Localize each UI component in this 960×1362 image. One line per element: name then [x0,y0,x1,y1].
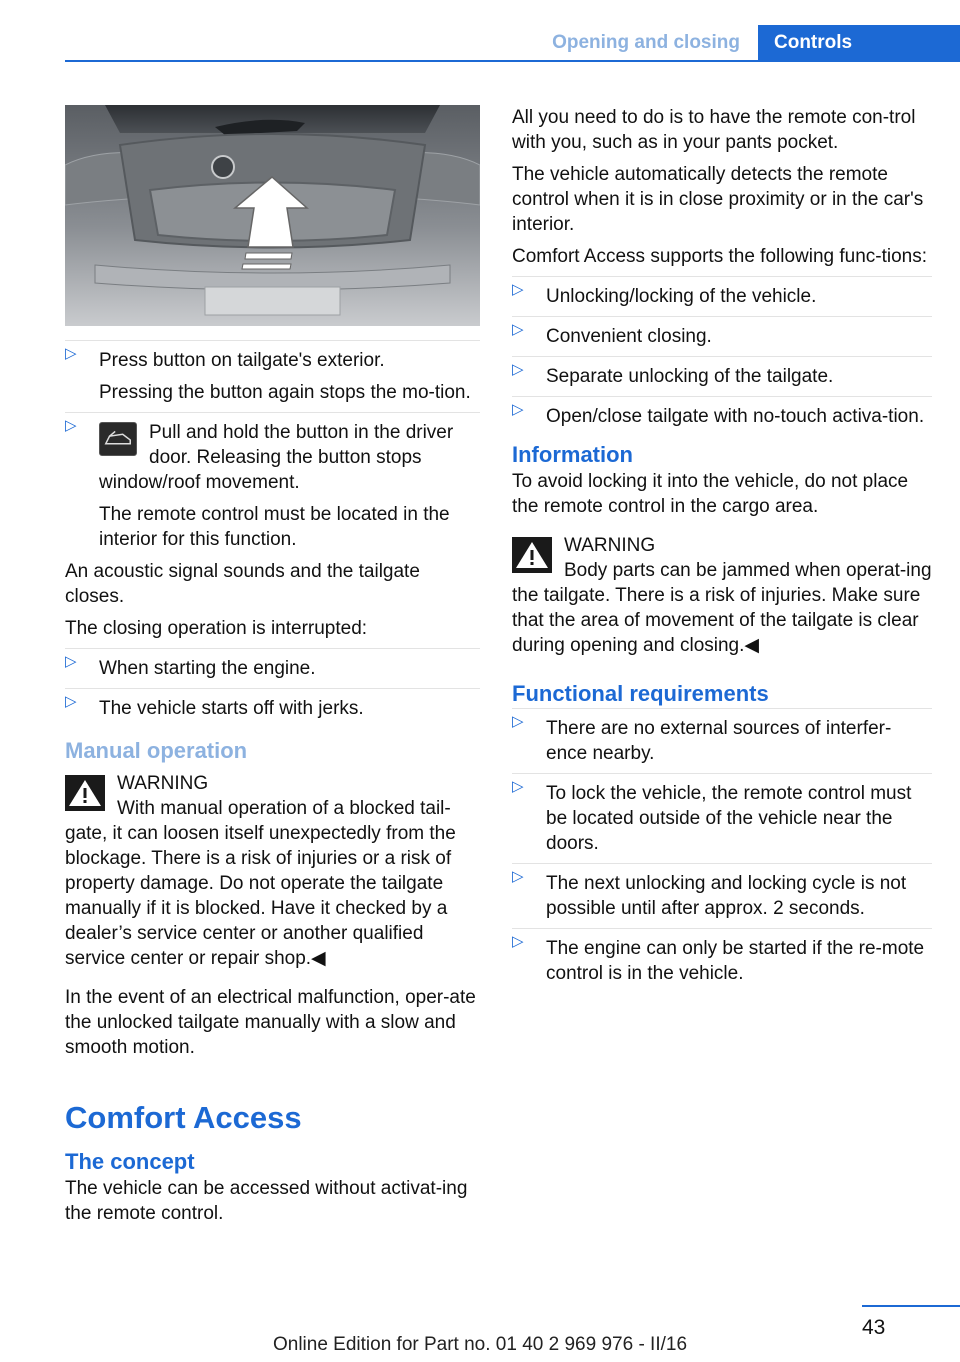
bullet-icon: ▷ [512,401,524,418]
left-column [65,105,480,1233]
bullet-icon: ▷ [65,345,77,362]
functional-requirements-heading: Functional requirements [512,681,769,706]
footer-rule [862,1305,960,1307]
bullet-icon: ▷ [512,321,524,338]
warning-triangle-icon [65,775,105,811]
malfunction-paragraph: In the event of an electrical malfunction, oper‐ate the unlocked tailgate manually with a slow and smooth motion. [65,987,476,1058]
bullet-icon: ▷ [512,281,524,298]
list-item-text: Press button on tailgate's exterior. [99,350,385,371]
list-item-text: Separate unlocking of the tailgate. [546,366,834,387]
list-item-text: The remote control must be located in the interior for this function. [99,504,450,550]
list-item [65,648,480,681]
edition-footer: Online Edition for Part no. 01 40 2 969 976 - II/16 [272,1334,688,1355]
header-tabs [532,25,960,61]
warning-block [512,533,932,658]
list-item-text: The next unlocking and locking cycle is not possible until after approx. 2 seconds. [546,873,907,919]
list-item [65,340,480,405]
tailgate-steps-list [65,340,480,552]
header-rule [65,60,960,62]
list-item [512,316,932,349]
information-paragraph: To avoid locking it into the vehicle, do not place the remote control in the cargo area. [512,471,909,517]
warning-title: WARNING [564,535,656,556]
list-item-text: There are no external sources of interfer‐ence nearby. [546,718,892,764]
concept-heading: The concept [65,1149,195,1174]
acoustic-paragraph: An acoustic signal sounds and the tailgate closes. [65,561,420,607]
list-item [65,412,480,552]
bullet-icon: ▷ [512,713,524,730]
list-item-text: When starting the engine. [99,658,316,679]
interrupted-paragraph: The closing operation is interrupted: [65,618,368,639]
functions-list [512,276,932,429]
bullet-icon: ▷ [512,361,524,378]
section-tab: Opening and closing [532,25,758,61]
bullet-icon: ▷ [65,417,77,434]
list-item [65,688,480,721]
tailgate-photo [65,105,480,326]
bullet-icon: ▷ [512,778,524,795]
list-item-text: Open/close tailgate with no-touch activa‐tion. [546,406,925,427]
list-item [512,773,932,856]
warning-text: With manual operation of a blocked tail‐gate, it can loosen itself unexpectedly from the blockage. There is a risk of injuries or a risk of property damage. Do not operate the tailgate manually if it is blocked. Have it checked by a dealer’s service center or another qualified service center or repair shop.◀ [65,798,456,969]
list-item-text: The vehicle starts off with jerks. [99,698,364,719]
list-item [512,356,932,389]
chapter-tab: Controls [758,25,960,61]
bullet-icon: ▷ [512,933,524,950]
information-heading: Information [512,442,633,467]
detection-paragraph: The vehicle automatically detects the remote control when it is in close proximity or in the car's interior. [512,164,924,235]
list-item [512,863,932,921]
comfort-access-heading: Comfort Access [65,1100,302,1135]
right-column [512,105,932,993]
list-item [512,928,932,986]
warning-text: Body parts can be jammed when operat‐ing the tailgate. There is a risk of injuries. Make sure that the area of movement of the tailgate is clear during opening and closing.◀ [512,560,932,656]
manual-operation-heading: Manual operation [65,738,248,763]
list-item-text: Pull and hold the button in the driver door. Releasing the button stops window/roof movement. [99,422,454,493]
bullet-icon: ▷ [512,868,524,885]
bullet-icon: ▷ [65,653,77,670]
page-number: 43 [862,1316,886,1339]
list-item [512,276,932,309]
list-item [512,396,932,429]
requirements-list [512,708,932,986]
warning-triangle-icon [512,537,552,573]
functions-intro-paragraph: Comfort Access supports the following func‐tions: [512,246,928,267]
list-item-text: Pressing the button again stops the mo‐tion. [99,382,471,403]
tailgate-button-icon [99,422,137,456]
interruption-list [65,648,480,721]
list-item-text: Unlocking/locking of the vehicle. [546,286,817,307]
warning-title: WARNING [117,773,209,794]
list-item-text: Convenient closing. [546,326,712,347]
concept-paragraph: The vehicle can be accessed without activat‐ing the remote control. [65,1178,468,1224]
list-item [512,708,932,766]
bullet-icon: ▷ [65,693,77,710]
list-item-text: The engine can only be started if the re‐mote control is in the vehicle. [546,938,925,984]
remote-paragraph: All you need to do is to have the remote con‐trol with you, such as in your pants pocket. [512,107,916,153]
list-item-text: To lock the vehicle, the remote control must be located outside of the vehicle near the doors. [546,783,912,854]
warning-block [65,771,480,971]
